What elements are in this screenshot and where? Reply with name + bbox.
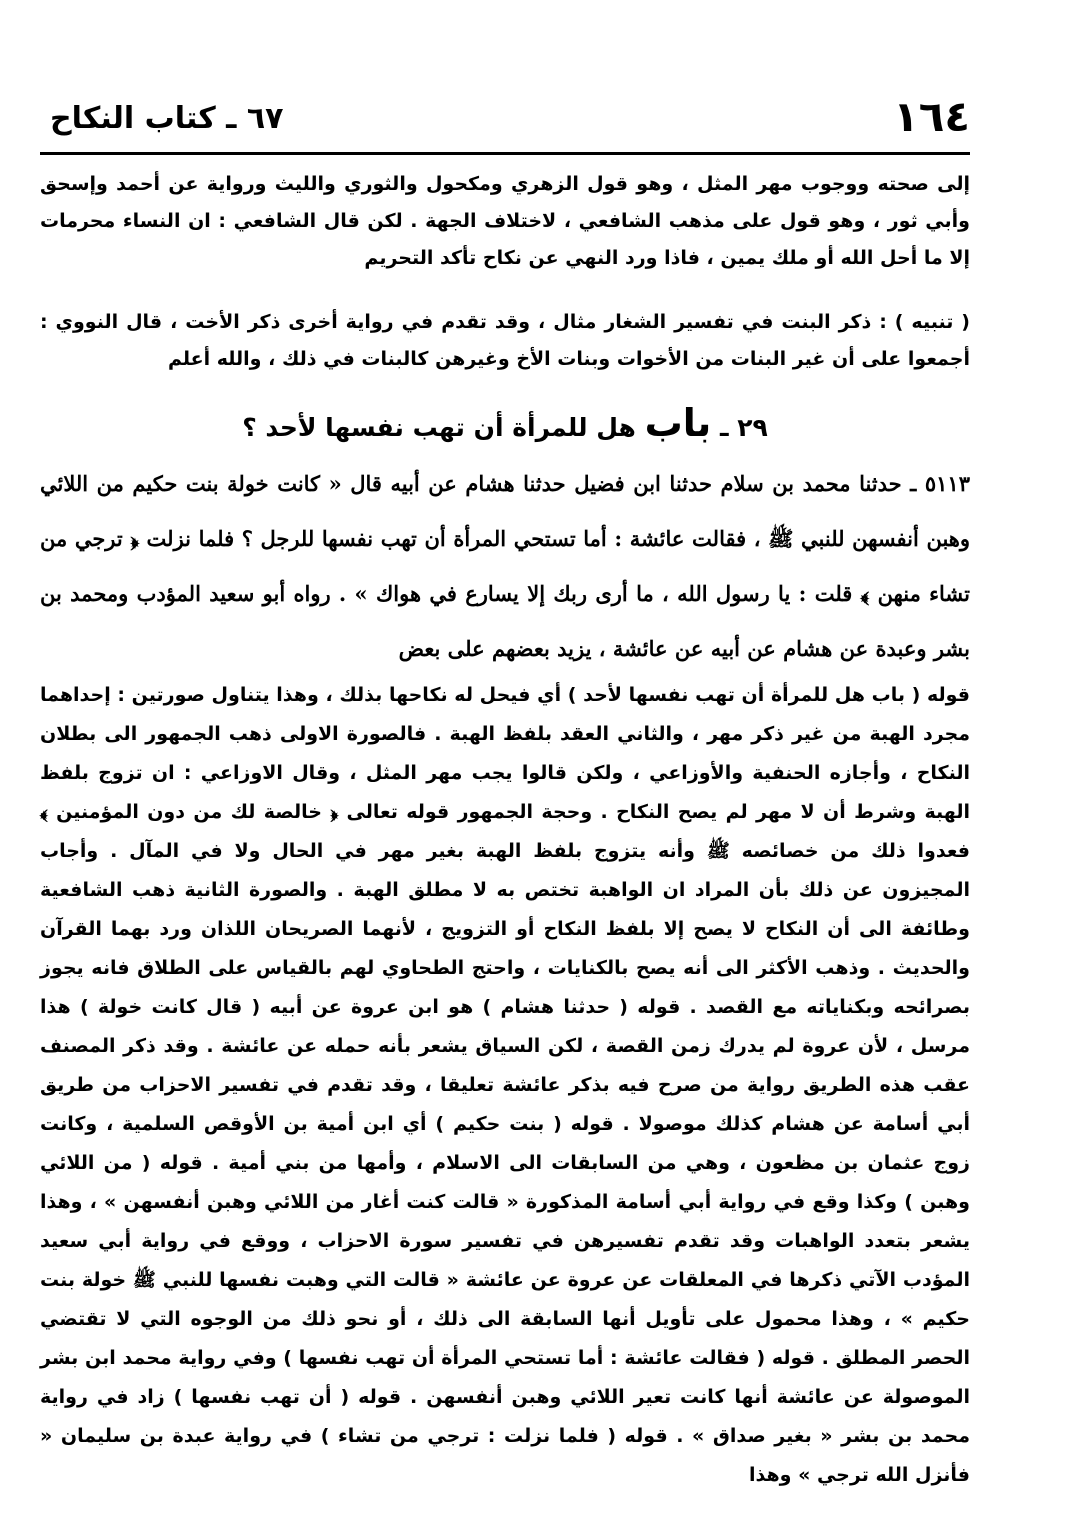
page-header: [40, 92, 970, 154]
note-paragraph: [40, 304, 970, 378]
note-text: ( تنبيه ) : ذكر البنت في تفسير الشغار مثال ، وقد تقدم في رواية أخرى ذكر الأخت ، قال النووي : أجمعوا على أن غير البنات من الأخوات وبنات الأخ وغيرهن كالبنات في ذلك ، والله أعلم: [40, 311, 970, 370]
intro-paragraph: [40, 166, 970, 277]
intro-text: إلى صحته ووجوب مهر المثل ، وهو قول الزهري ومكحول والثوري والليث ورواية عن أحمد وإسحق وأبي ثور ، وهو قول على مذهب الشافعي ، لاختلاف الجهة . لكن قال الشافعي : ان النساء محرمات إلا ما أحل الله أو ملك يمين ، فاذا ورد النهي عن نكاح تأكد التحريم: [40, 173, 970, 269]
hadith-paragraph: [40, 456, 970, 676]
chapter-title: هل للمرأة أن تهب نفسها لأحد ؟: [242, 413, 636, 442]
commentary-text: قوله ( باب هل للمرأة أن تهب نفسها لأحد ) أي فيحل له نكاحها بذلك ، وهذا يتناول صورتين : إحداهما مجرد الهبة من غير ذكر مهر ، والثاني العقد بلفظ الهبة . فالصورة الاولى ذهب الجمهور الى بطلان النكاح ، وأجازه الحنفية والأوزاعي ، ولكن قالوا يجب مهر المثل ، وقال الاوزاعي : ان تزوج بلفظ الهبة وشرط أن لا مهر لم يصح النكاح . وحجة الجمهور قوله تعالى ﴿ خالصة لك من دون المؤمنين ﴾ فعدوا ذلك من خصائصه ﷺ وأنه يتزوج بلفظ الهبة بغير مهر في الحال ولا في المآل . وأجاب المجيزون عن ذلك بأن المراد ان الواهبة تختص به لا مطلق الهبة . والصورة الثانية ذهب الشافعية وطائفة الى أن النكاح لا يصح إلا بلفظ النكاح أو التزويج ، لأنهما الصريحان اللذان ورد بهما القرآن والحديث . وذهب الأكثر الى أنه يصح بالكنايات ، واحتج الطحاوي لهم بالقياس على الطلاق فانه يجوز بصرائحه وبكناياته مع القصد . قوله ( حدثنا هشام ) هو ابن عروة عن أبيه ( قال كانت خولة ) هذا مرسل ، لأن عروة لم يدرك زمن القصة ، لكن السياق يشعر بأنه حمله عن عائشة . وقد ذكر المصنف عقب هذه الطريق رواية من صرح فيه بذكر عائشة تعليقا ، وقد تقدم في تفسير الاحزاب من طريق أبي أسامة عن هشام كذلك موصولا . قوله ( بنت حكيم ) أي ابن أمية بن الأوقص السلمية ، وكانت زوج عثمان بن مظعون ، وهي من السابقات الى الاسلام ، وأمها من بني أمية . قوله ( من اللائي وهبن ) وكذا وقع في رواية أبي أسامة المذكورة « قالت كنت أغار من اللائي وهبن أنفسهن » ، وهذا يشعر بتعدد الواهبات وقد تقدم تفسيرهن في تفسير سورة الاحزاب ، ووقع في رواية أبي سعيد المؤدب الآتي ذكرها في المعلقات عن عروة عن عائشة « قالت التي وهبت نفسها للنبي ﷺ خولة بنت حكيم » ، وهذا محمول على تأويل أنها السابقة الى ذلك ، أو نحو ذلك من الوجوه التي لا تقتضي الحصر المطلق . قوله ( فقالت عائشة : أما تستحي المرأة أن تهب نفسها ) وفي رواية محمد ابن بشر الموصولة عن عائشة أنها كانت تعير اللائي وهبن أنفسهن . قوله ( أن تهب نفسها ) زاد في رواية محمد بن بشر « بغير صداق » . قوله ( فلما نزلت : ترجي من تشاء ) في رواية عبدة بن سليمان « فأنزل الله ترجي » وهذا: [40, 684, 970, 1486]
header-rule: [40, 152, 970, 155]
chapter-heading: [40, 400, 970, 451]
chapter-number: ٢٩ ـ: [720, 413, 768, 442]
page-number: ١٦٤: [893, 92, 970, 141]
hadith-text: ٥١١٣ ـ حدثنا محمد بن سلام حدثنا ابن فضيل حدثنا هشام عن أبيه قال « كانت خولة بنت حكيم من اللائي وهبن أنفسهن للنبي ﷺ ، فقالت عائشة : أما تستحي المرأة أن تهب نفسها للرجل ؟ فلما نزلت ﴿ ترجي من تشاء منهن ﴾ قلت : يا رسول الله ، ما أرى ربك إلا يسارع في هواك » . رواه أبو سعيد المؤدب ومحمد بن بشر وعبدة عن هشام عن أبيه عن عائشة ، يزيد بعضهم على بعض: [40, 471, 970, 661]
commentary-paragraph: [40, 676, 970, 1495]
chapter-bab: باب: [644, 401, 712, 445]
running-title: ٦٧ ـ كتاب النكاح: [50, 101, 284, 136]
